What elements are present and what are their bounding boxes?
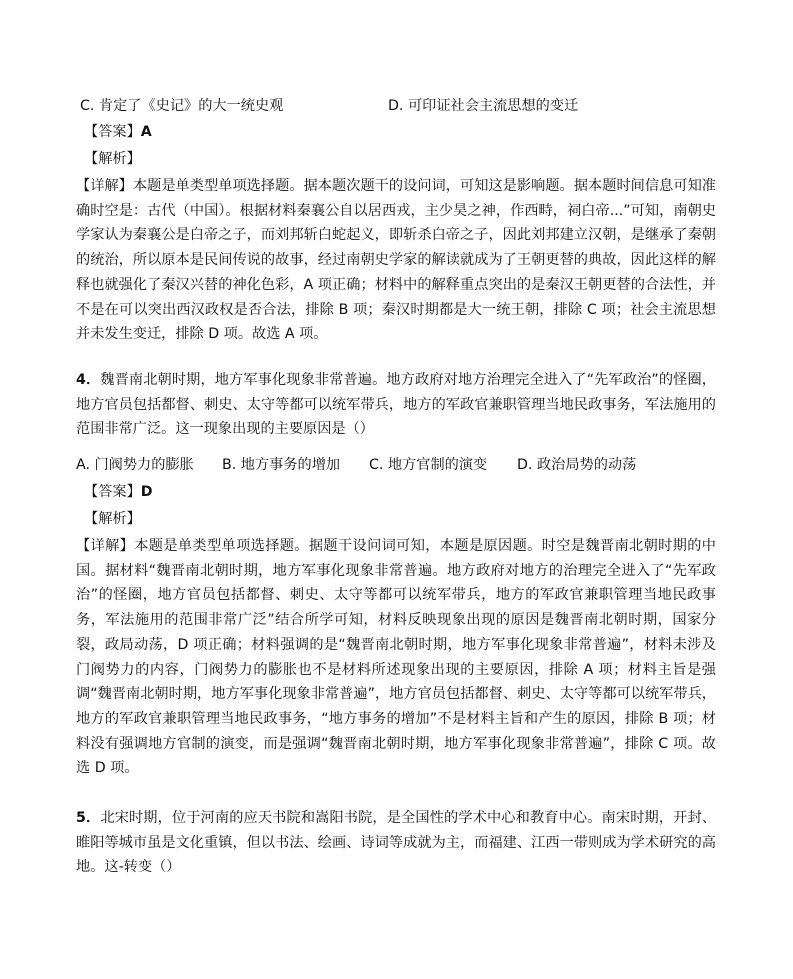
- answer-value: A: [140, 124, 152, 140]
- answer-value: D: [140, 484, 153, 500]
- q4-option-d[interactable]: D. 政治局势的动荡: [517, 457, 637, 473]
- q4-option-c[interactable]: C. 地方官制的演变: [369, 457, 488, 473]
- question-stem: 北宋时期，位于河南的应天书院和嵩阳书院，是全国性的学术中心和教育中心。南宋时期，开封、睢阳等城市虽是文化重镇，但以书法、绘画、诗词等成就为主，而福建、江西一带则成为学术研究的高地。这-转变（）: [76, 810, 716, 876]
- question-stem: 魏晋南北朝时期，地方军事化现象非常普遍。地方政府对地方治理完全进入了“先军政治”的怪圈，地方官员包括都督、刺史、太守等都可以统军带兵，地方的军政官兼职管理当地民政事务，军法施用的范围非常广泛。这一现象出现的主要原因是（）: [76, 372, 716, 438]
- q4-answer: [84, 482, 153, 502]
- q3-analysis-label: 【解析】: [84, 151, 141, 167]
- q5-stem: [76, 806, 716, 880]
- q3-detail: [76, 174, 716, 347]
- q4-option-a[interactable]: A. 门阀势力的膨胀: [76, 457, 194, 473]
- q4-detail: [76, 534, 716, 781]
- detail-label: 【详解】: [76, 538, 135, 554]
- q4-option-b[interactable]: B. 地方事务的增加: [222, 457, 341, 473]
- q4-analysis-label: 【解析】: [84, 511, 141, 527]
- answer-label: 【答案】: [84, 484, 141, 500]
- detail-label: 【详解】: [76, 178, 133, 194]
- question-number: 5．: [76, 810, 101, 826]
- q3-answer: [84, 122, 152, 142]
- q3-option-c[interactable]: C. 肯定了《史记》的大一统史观: [80, 98, 284, 114]
- answer-label: 【答案】: [84, 124, 141, 140]
- detail-text: 本题是单类型单项选择题。据本题次题干的设问词，可知这是影响题。据本题时间信息可知准确时空是：古代（中国）。根据材料秦襄公自以居西戎，主少昊之神，作西畤，祠白帝...”可知，南朝史学家认为秦襄公是白帝之子，而刘邦斩白蛇起义，即斩杀白帝之子，因此刘邦建立汉朝，是继承了秦朝的统治，所以原本是民间传说的故事，经过南朝史学家的解读就成为了王朝更替的典故，因此这样的解释也就强化了秦汉兴替的神化色彩，A 项正确；材料中的解释重点突出的是秦汉王朝更替的合法性，并不是在可以突出西汉政权是否合法，排除 B 项；秦汉时期都是大一统王朝，排除 C 项；社会主流思想并未发生变迁，排除 D 项。故选 A 项。: [76, 178, 716, 343]
- detail-text: 本题是单类型单项选择题。据题干设问词可知，本题是原因题。时空是魏晋南北朝时期的中国。据材料“魏晋南北朝时期，地方军事化现象非常普遍。地方政府对地方的治理完全进入了“先军政治”的怪圈，地方官员包括都督、刺史、太守等都可以统军带兵，地方的军政官兼职管理当地民政事务，军法施用的范围非常广泛”结合所学可知，材料反映现象出现的原因是魏晋南北朝时期，国家分裂，政局动荡，D 项正确；材料强调的是“魏晋南北朝时期，地方军事化现象非常普遍”，材料未涉及门阀势力的内容，门阀势力的膨胀也不是材料所述现象出现的主要原因，排除 A 项；材料主旨是强调“魏晋南北朝时期，地方军事化现象非常普遍”，地方官员包括都督、刺史、太守等都可以统军带兵，地方的军政官兼职管理当地民政事务，“地方事务的增加”不是材料主旨和产生的原因，排除 B 项；材料没有强调地方官制的演变，而是强调“魏晋南北朝时期，地方军事化现象非常普遍”，排除 C 项。故选 D 项。: [76, 538, 716, 777]
- q3-option-d[interactable]: D. 可印证社会主流思想的变迁: [388, 98, 579, 114]
- q4-stem: [76, 368, 716, 442]
- question-number: 4．: [76, 372, 101, 388]
